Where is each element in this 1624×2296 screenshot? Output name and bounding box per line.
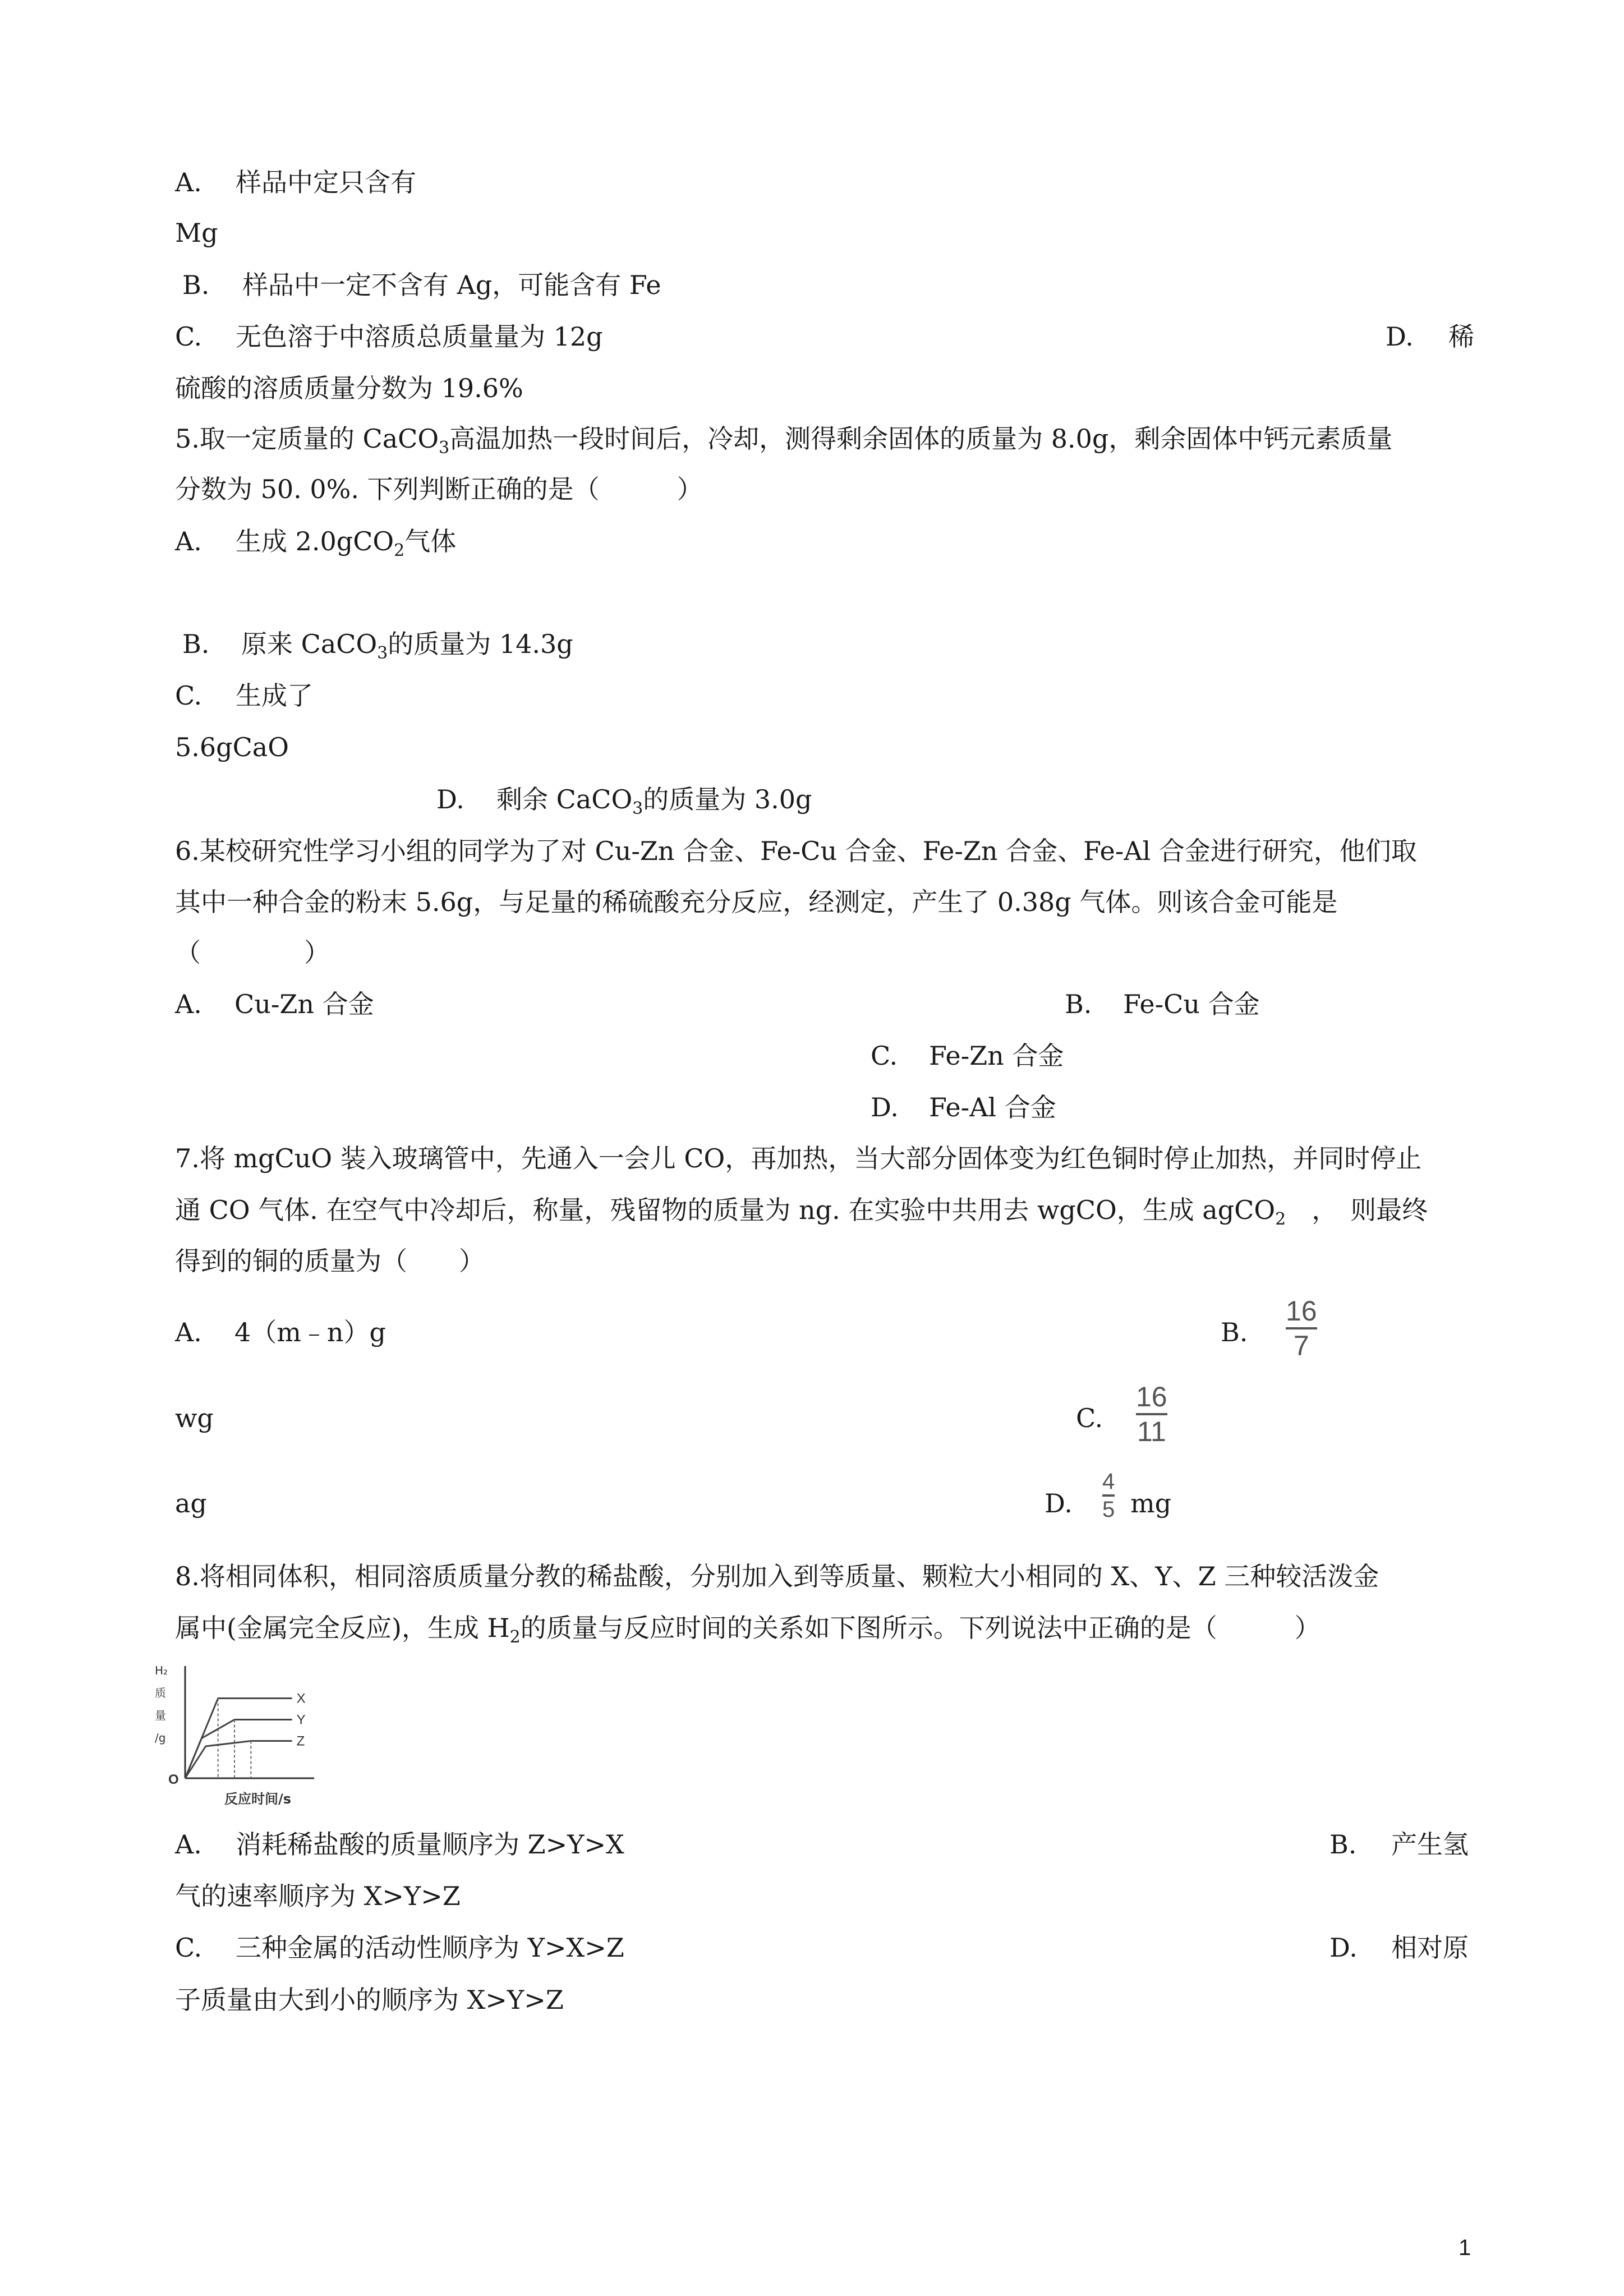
q8-option-d-text: 相对原: [1391, 1932, 1469, 1963]
q5-option-b-text: 原来 CaCO$_3$的质量为 14.3g: [241, 629, 573, 663]
q8-option-a-text: 消耗稀盐酸的质量顺序为 Z>Y>X: [236, 1829, 624, 1860]
q5-option-c-text-cont: 5.6gCaO: [175, 732, 289, 762]
q7-option-a-text: 4（m﹣n）g: [234, 1317, 386, 1347]
series-line-y: [185, 1720, 292, 1779]
q7-option-d-denominator: 5: [1102, 1497, 1115, 1522]
q4-option-d-text-cont: 硫酸的溶质质量分数为 19.6%: [175, 373, 523, 403]
q8-option-b-text: 产生氢: [1391, 1829, 1469, 1860]
q7-stem-line1: 7.将 mgCuO 装入玻璃管中，先通入一会儿 CO，再加热，当大部分固体变为红色铜时停止加热，并同时停止: [175, 1143, 1422, 1174]
q7-option-b-fraction: [1286, 1296, 1317, 1361]
q4-option-d-label: D.: [1386, 321, 1414, 352]
h2-mass-time-chart: [151, 1658, 337, 1815]
series-label-x: X: [296, 1691, 306, 1706]
q8-option-b-text-cont: 气的速率顺序为 X>Y>Z: [175, 1881, 461, 1911]
q8-stem-line1: 8.将相同体积，相同溶质质量分教的稀盐酸，分别加入到等质量、颗粒大小相同的 X、Y、Z 三种较活泼金: [175, 1561, 1379, 1591]
q5-stem-line1: 5.取一定质量的 CaCO$_3$高温加热一段时间后，冷却，测得剩余固体的质量为 8.0g，剩余固体中钙元素质量: [175, 424, 1393, 458]
q8-option-a-label: A.: [175, 1829, 202, 1860]
q8-option-d-text-cont: 子质量由大到小的顺序为 X>Y>Z: [175, 1985, 564, 2015]
series-label-z: Z: [296, 1733, 305, 1749]
q7-option-d-unit: mg: [1130, 1488, 1172, 1519]
q7-option-d-label: D.: [1045, 1488, 1073, 1519]
q6-stem-line3: （ ）: [175, 937, 330, 968]
q7-option-b-numerator: 16: [1286, 1295, 1317, 1327]
q5-option-b-label: B.: [182, 629, 210, 659]
q4-option-a-text-cont: Mg: [175, 218, 218, 248]
q7-option-c-unit: ag: [175, 1488, 207, 1519]
q6-option-a-text: Cu-Zn 合金: [234, 989, 374, 1019]
q6-option-b-text: Fe-Cu 合金: [1123, 989, 1260, 1019]
q7-option-c-fraction: [1136, 1382, 1167, 1447]
series-line-z: [185, 1741, 292, 1779]
q7-stem-line2: 通 CO 气体. 在空气中冷却后，称量，残留物的质量为 ng. 在实验中共用去 wgCO，生成 agCO$_2$ ， 则最终: [175, 1195, 1428, 1229]
q4-option-c-text: 无色溶于中溶质总质量量为 12g: [236, 321, 603, 352]
q4-option-a-text: 样品中定只含有: [236, 167, 416, 197]
chart-series: [185, 1699, 292, 1779]
q6-option-c-text: Fe-Zn 合金: [929, 1041, 1064, 1071]
q5-option-d-text: 剩余 CaCO$_3$的质量为 3.0g: [496, 784, 812, 818]
page-number: 1: [1459, 2235, 1471, 2260]
q7-option-a-label: A.: [175, 1317, 202, 1347]
series-label-y: Y: [296, 1712, 306, 1728]
q6-stem-line1: 6.某校研究性学习小组的同学为了对 Cu-Zn 合金、Fe-Cu 合金、Fe-Zn 合金、Fe-Al 合金进行研究，他们取: [175, 836, 1417, 866]
q8-option-c-label: C.: [175, 1932, 203, 1963]
q6-option-d-text: Fe-Al 合金: [929, 1092, 1056, 1122]
origin-label: O: [168, 1772, 179, 1787]
q6-option-b-label: B.: [1065, 989, 1092, 1019]
q4-option-b-text: 样品中一定不含有 Ag，可能含有 Fe: [242, 270, 661, 300]
q7-option-c-label: C.: [1076, 1403, 1103, 1433]
q5-option-c-text: 生成了: [236, 680, 313, 711]
q4-option-b-label: B.: [182, 270, 210, 300]
q5-option-a-text: 生成 2.0gCO$_2$气体: [236, 526, 457, 560]
q7-option-b-label: B.: [1221, 1317, 1248, 1347]
q4-option-d-text: 稀: [1448, 321, 1474, 352]
q7-option-d-numerator: 4: [1102, 1469, 1115, 1494]
q5-option-c-label: C.: [175, 680, 203, 711]
q8-option-c-text: 三种金属的活动性顺序为 Y>X>Z: [236, 1932, 624, 1963]
chart-labels: [155, 1664, 306, 1807]
q8-stem-line2: 属中(金属完全反应)，生成 $H_2$的质量与反应时间的关系如下图所示。下列说法中正确的是（ ）: [175, 1613, 1321, 1647]
q4-option-c-label: C.: [175, 321, 203, 352]
q4-option-a-label: A.: [175, 167, 202, 197]
q6-option-d-label: D.: [871, 1092, 899, 1122]
q8-option-b-label: B.: [1329, 1829, 1357, 1860]
q6-option-a-label: A.: [175, 989, 202, 1019]
q7-option-b-denominator: 7: [1293, 1330, 1309, 1361]
x-axis-label: 反应时间/s: [224, 1791, 292, 1807]
q6-option-c-label: C.: [871, 1041, 898, 1071]
q5-stem-line2: 分数为 50. 0%. 下列判断正确的是（ ）: [175, 474, 703, 504]
q6-stem-line2: 其中一种合金的粉末 5.6g，与足量的稀硫酸充分反应，经测定，产生了 0.38g 气体。则该合金可能是: [175, 887, 1338, 917]
y-axis-label: H₂ 质量/g: [155, 1664, 168, 1745]
q7-option-d-fraction: [1102, 1470, 1115, 1521]
q5-option-a-label: A.: [175, 526, 202, 556]
q8-option-d-label: D.: [1329, 1932, 1358, 1963]
q7-option-c-denominator: 11: [1137, 1416, 1166, 1447]
q7-option-c-numerator: 16: [1136, 1381, 1167, 1412]
q7-stem-line3: 得到的铜的质量为（ ）: [175, 1246, 485, 1276]
q5-option-d-label: D.: [436, 784, 464, 815]
chart-axes: [185, 1666, 314, 1778]
q7-option-b-unit: wg: [175, 1403, 214, 1433]
